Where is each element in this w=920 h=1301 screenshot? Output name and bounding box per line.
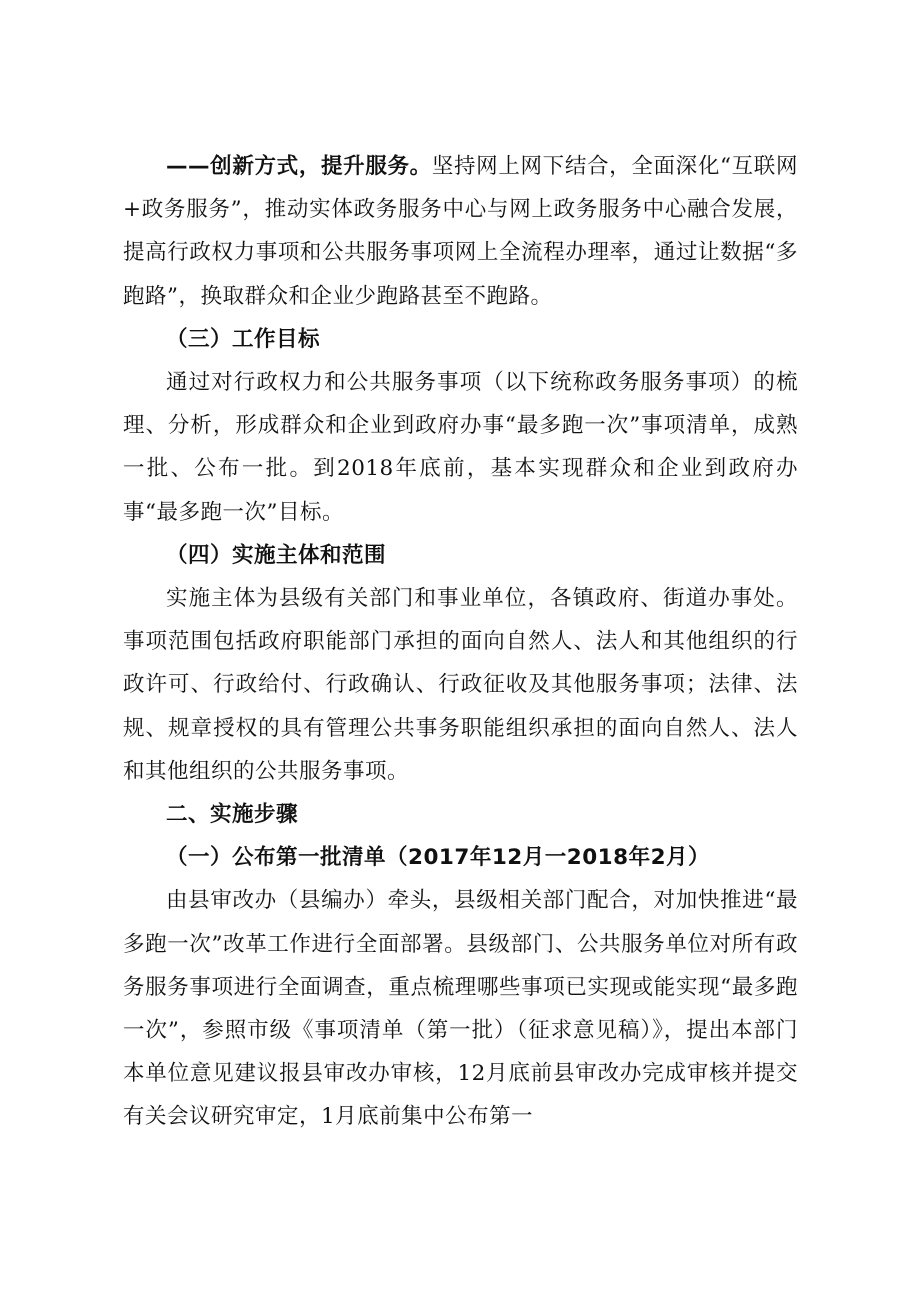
paragraph-lead: ——创新方式，提升服务。 [166, 154, 432, 179]
document-body [123, 145, 798, 1139]
first-list-paragraph: 由县审改办（县编办）牵头，县级相关部门配合，对加快推进“最多跑一次”改革工作进行全面部署。县级部门、公共服务单位对所有政务服务事项进行全面调查，重点梳理哪些事项已实现或能实现“最多跑一次”，参照市级《事项清单（第一批）（征求意见稿）》，提出本部门本单位意见建议报县审改办审核，12月底前县审改办完成审核并提交有关会议研究审定，1月底前集中公布第一 [123, 888, 798, 1130]
innovation-paragraph [123, 145, 798, 318]
section-heading-work-goals: （三）工作目标 [166, 326, 321, 352]
scope-paragraph: 实施主体为县级有关部门和事业单位，各镇政府、街道办事处。事项范围包括政府职能部门承担的面向自然人、法人和其他组织的行政许可、行政给付、行政确认、行政征收及其他服务事项；法律、法规、规章授权的具有管理公共事务职能组织承担的面向自然人、法人和其他组织的公共服务事项。 [123, 586, 798, 784]
section-heading-scope: （四）实施主体和范围 [166, 542, 387, 568]
work-goals-paragraph: 通过对行政权力和公共服务事项（以下统称政务服务事项）的梳理、分析，形成群众和企业到政府办事“最多跑一次”事项清单，成熟一批、公布一批。到2018年底前，基本实现群众和企业到政府办事“最多跑一次”目标。 [123, 370, 798, 525]
paragraph-text: 坚持网上网下结合，全面深化“互联网+政务服务”，推动实体政务服务中心与网上政务服务中心融合发展，提高行政权力事项和公共服务事项网上全流程办理率，通过让数据“多跑路”，换取群众和企业少跑路甚至不跑路。 [123, 154, 798, 309]
section-heading-implementation-steps: 二、实施步骤 [166, 802, 299, 828]
section-heading-first-list: （一）公布第一批清单（2017年12月一2018年2月） [166, 845, 711, 871]
